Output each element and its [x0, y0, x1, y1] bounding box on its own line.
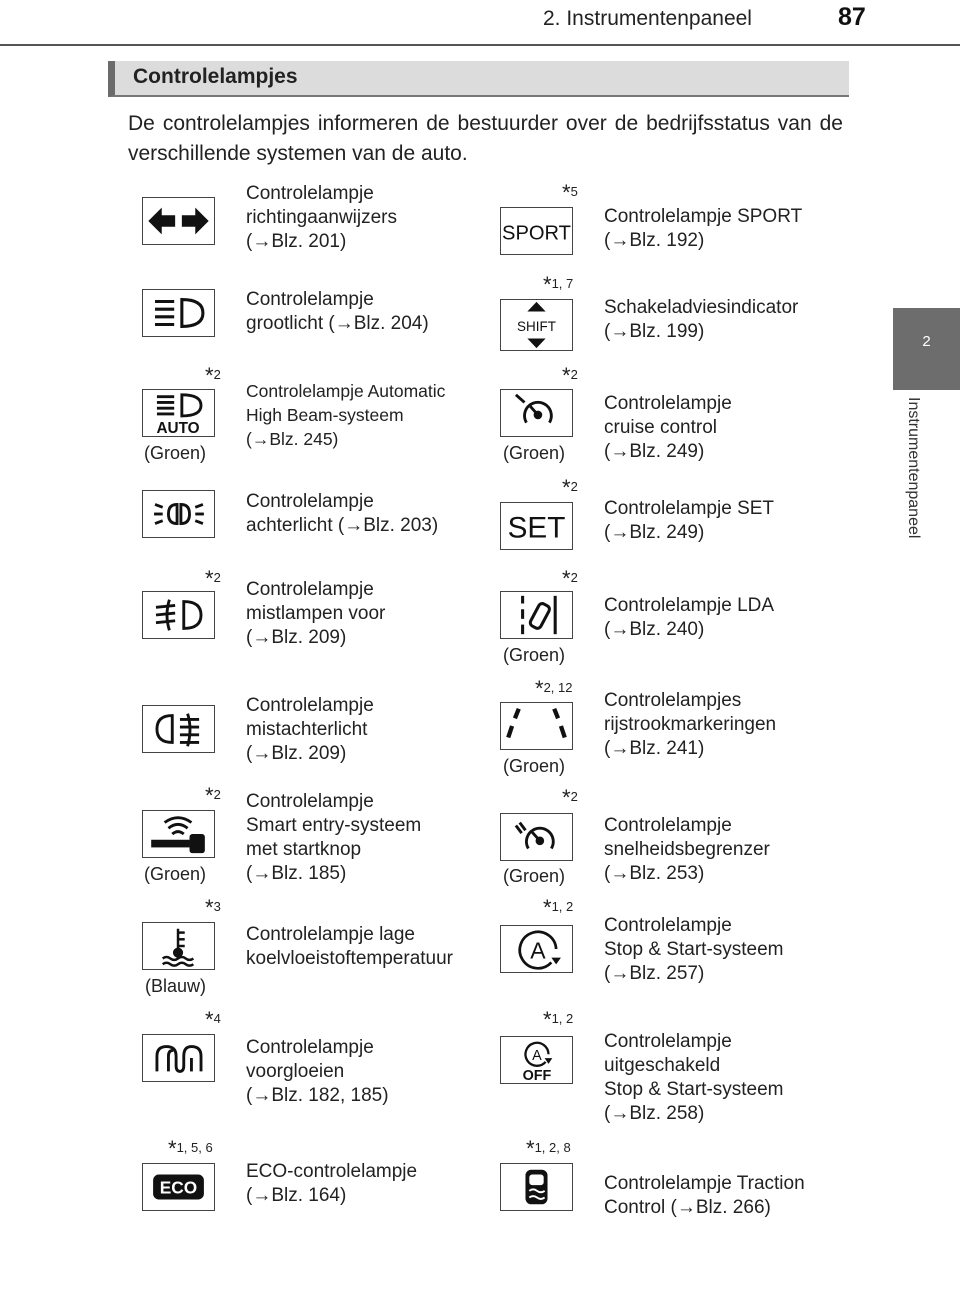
footnote-right-1: *$^{1, 7}$ [543, 272, 574, 297]
desc-right-5: Controlelampjes rijstrookmarkeringen (→Blz. 241) [604, 690, 777, 759]
lda-icon [500, 591, 573, 639]
color-right-5: (Groen) [503, 756, 566, 776]
rear-fog-icon [142, 705, 215, 753]
eco-icon [142, 1163, 215, 1211]
footnote-left-7: *$^3$ [205, 895, 221, 920]
svg-text:A: A [530, 937, 546, 964]
auto-high-beam-icon [142, 389, 215, 437]
desc-left-6: Controlelampje Smart entry-systeem met startknop (→Blz. 185) [246, 791, 422, 884]
svg-text:ECO: ECO [159, 1177, 198, 1198]
chapter-title: 2. Instrumentenpaneel [543, 7, 752, 30]
footnote-left-4: *$^2$ [205, 566, 221, 591]
svg-text:SHIFT: SHIFT [517, 318, 556, 334]
desc-right-9: Controlelampje Traction Control (→Blz. 266) [604, 1173, 805, 1218]
footnote-left-6: *$^2$ [205, 783, 221, 808]
footnote-right-2: *$^2$ [562, 363, 578, 388]
speed-limiter-icon [500, 813, 573, 861]
color-right-4: (Groen) [503, 645, 566, 665]
footnote-right-4: *$^2$ [562, 566, 578, 591]
desc-left-5: Controlelampje mistachterlicht (→Blz. 209) [246, 695, 374, 764]
color-left-2: (Groen) [144, 443, 207, 463]
stop-start-off-icon [500, 1036, 573, 1084]
footnote-right-9: *$^{1, 2, 8}$ [526, 1136, 571, 1161]
footnote-right-7: *$^{1, 2}$ [543, 895, 574, 920]
color-left-6: (Groen) [144, 864, 207, 884]
desc-right-8: Controlelampje uitgeschakeld Stop & Start-systeem (→Blz. 258) [604, 1031, 784, 1124]
desc-left-8: Controlelampje voorgloeien (→Blz. 182, 185) [246, 1037, 389, 1106]
svg-text:AUTO: AUTO [156, 420, 200, 436]
footnote-right-0: *$^5$ [562, 180, 578, 205]
traction-control-icon [500, 1163, 573, 1211]
desc-right-3: Controlelampje SET (→Blz. 249) [604, 498, 775, 543]
low-coolant-temp-icon [142, 922, 215, 970]
color-right-6: (Groen) [503, 866, 566, 886]
desc-right-4: Controlelampje LDA (→Blz. 240) [604, 595, 775, 640]
svg-text:SET: SET [507, 511, 566, 545]
front-fog-icon [142, 591, 215, 639]
desc-left-7: Controlelampje lage koelvloeistoftemperatuur [246, 924, 453, 969]
desc-left-1: Controlelampje grootlicht (→Blz. 204) [246, 289, 429, 334]
desc-left-0: Controlelampje richtingaanwijzers (→Blz. 201) [246, 183, 398, 252]
glow-plug-icon [142, 1034, 215, 1082]
section-header [108, 61, 849, 97]
chapter-side-label: Instrumentenpaneel [905, 397, 922, 539]
smart-key-icon [142, 810, 215, 858]
chapter-tab[interactable] [893, 308, 960, 390]
cruise-control-icon [500, 389, 573, 437]
stop-start-icon [500, 925, 573, 973]
desc-left-9: ECO-controlelampje (→Blz. 164) [246, 1161, 418, 1206]
desc-right-6: Controlelampje snelheidsbegrenzer (→Blz. 253) [604, 815, 770, 884]
footnote-right-8: *$^{1, 2}$ [543, 1007, 574, 1032]
footnote-right-5: *$^{2, 12}$ [535, 676, 573, 701]
tail-light-icon [142, 490, 215, 538]
desc-left-2: Controlelampje Automatic High Beam-systeem (→Blz. 245) [246, 381, 446, 449]
desc-right-2: Controlelampje cruise control (→Blz. 249) [604, 393, 732, 462]
svg-text:OFF: OFF [522, 1068, 552, 1083]
footnote-left-2: *$^2$ [205, 363, 221, 388]
desc-right-0: Controlelampje SPORT (→Blz. 192) [604, 206, 803, 251]
lane-markers-icon [500, 702, 573, 750]
shift-indicator-icon [500, 299, 573, 351]
desc-left-4: Controlelampje mistlampen voor (→Blz. 209) [246, 579, 386, 648]
sport-mode-icon [500, 207, 573, 255]
svg-text:A: A [532, 1048, 542, 1064]
header-rule [0, 44, 960, 46]
footnote-left-9: *$^{1, 5, 6}$ [168, 1136, 213, 1161]
footnote-left-8: *$^4$ [205, 1007, 221, 1032]
chapter-tab-number: 2 [922, 333, 931, 350]
color-left-7: (Blauw) [145, 976, 207, 996]
desc-left-3: Controlelampje achterlicht (→Blz. 203) [246, 491, 439, 536]
footnote-right-3: *$^2$ [562, 475, 578, 500]
page-number: 87 [838, 3, 866, 31]
high-beam-icon [142, 289, 215, 337]
turn-signal-arrows-icon [142, 197, 215, 245]
footnote-right-6: *$^2$ [562, 785, 578, 810]
color-right-2: (Groen) [503, 443, 566, 463]
intro-paragraph: De controlelampjes informeren de bestuurder over de bedrijfsstatus van de verschillende systemen van de auto. [128, 112, 843, 165]
svg-text:SPORT: SPORT [502, 222, 571, 245]
section-title: Controlelampjes [133, 65, 298, 88]
desc-right-7: Controlelampje Stop & Start-systeem (→Blz. 257) [604, 915, 784, 984]
set-icon [500, 502, 573, 550]
desc-right-1: Schakeladviesindicator (→Blz. 199) [604, 297, 799, 342]
